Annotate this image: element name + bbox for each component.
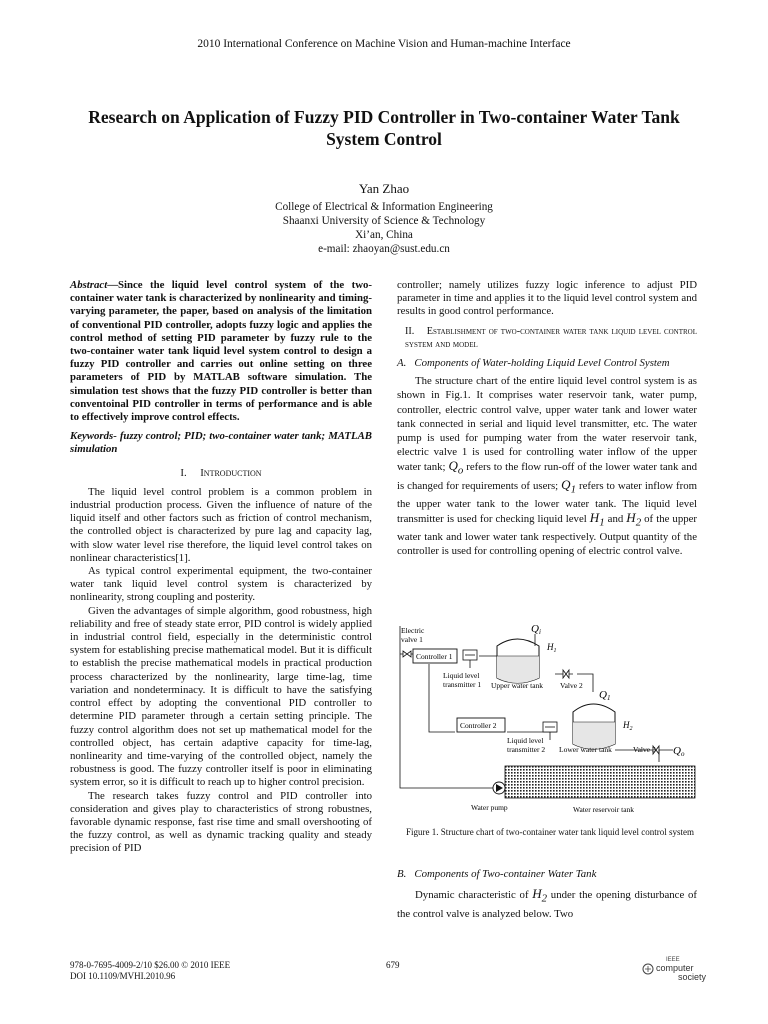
continuation-paragraph: controller; namely utilizes fuzzy logic inference to adjust PID parameter in time and applies it to the liquid level control system and results in good control performance. <box>397 279 697 318</box>
abstract <box>70 279 372 424</box>
symbol-qo-sub: o <box>457 465 464 478</box>
label-valve-2: Valve 2 <box>560 681 583 690</box>
affiliation-city: Xi’an, China <box>355 229 413 241</box>
section-1-heading <box>70 467 372 480</box>
label-qi-letter: Q <box>531 623 539 635</box>
level-transmitter-1 <box>463 650 477 668</box>
intro-paragraph-1: The liquid level control problem is a common problem in industrial production process. Given the influence of nature of the liquid itself and other factors such as friction of control mechanism, the controlled object is characterized by pure lag and capacity lag, with slow water level rise therefore, the liquid level control takes on nonlinear characteristics[1]. <box>70 485 372 564</box>
label-lower-tank: Lower water tank <box>559 745 612 754</box>
para-b-part-1: Dynamic characteristic of <box>415 889 529 901</box>
logo-ieee-text: IEEE <box>666 957 680 963</box>
label-qo <box>673 745 685 758</box>
subsection-b-label: B. <box>397 868 407 880</box>
keywords: Keywords- fuzzy control; PID; two-container water tank; MATLAB simulation <box>70 430 372 456</box>
section-2-number: II. <box>405 325 415 337</box>
symbol-q1 <box>561 477 576 496</box>
section-2-title: Establishment of two-container water tank liquid level control system and model <box>405 325 697 350</box>
water-reservoir-tank <box>505 766 695 798</box>
symbol-h2-b-letter: H <box>532 886 542 901</box>
label-electric-valve-line2: valve 1 <box>401 635 423 644</box>
section-1-number: I. <box>180 466 187 479</box>
label-h2-letter: H <box>623 720 630 730</box>
affiliation-email: e-mail: zhaoyan@sust.edu.cn <box>318 243 450 255</box>
label-controller-2: Controller 2 <box>460 721 497 730</box>
symbol-h2-b <box>532 886 548 905</box>
footer-left <box>70 960 230 982</box>
abstract-text: —Since the liquid level control system of the two-container water tank is characterized by nonlinearity and timing-varying parameter, the paper, based on analysis of the limitation of conventional PID controller, adopts fuzzy logic and applies the control method of setting PID parameter by fuzzy rule to the two-container water tank liquid level system control to design a fuzzy PID controller and carries out online setting on three parameters of PID by MATLAB software simulation. The simulation test shows that the fuzzy PID controller is better than conventoinal PID controller in terms of performance and is able to effectively improve control effects. <box>70 279 372 424</box>
symbol-h1-letter: H <box>589 510 600 526</box>
valve-2 <box>563 670 569 678</box>
label-controller-1: Controller 1 <box>416 652 453 661</box>
label-qi-sub: i <box>538 628 541 636</box>
para-b-part-2: under the opening disturbance of the control valve is analyzed below. Two <box>397 889 697 920</box>
label-electric-valve-line1: Electric <box>401 626 425 635</box>
right-column <box>397 279 697 558</box>
ieee-computer-society-logo <box>640 954 720 984</box>
subsection-b-title: Components of Two-container Water Tank <box>414 868 597 880</box>
label-reservoir: Water reservoir tank <box>573 805 635 814</box>
label-upper-tank: Upper water tank <box>491 681 544 690</box>
page-number: 679 <box>386 960 400 970</box>
subsection-a-label: A. <box>397 357 407 370</box>
symbol-qo <box>448 458 464 478</box>
symbol-h2-letter: H <box>626 510 636 526</box>
word-and: and <box>607 513 624 526</box>
footer-isbn: 978-0-7695-4009-2/10 $26.00 © 2010 IEEE <box>70 960 231 970</box>
affiliation-university: Shaanxi University of Science & Technology <box>282 215 486 227</box>
subsection-a-title: Components of Water-holding Liquid Level Control System <box>414 357 670 370</box>
section-1-title: Introduction <box>200 466 262 479</box>
left-column <box>70 279 372 856</box>
label-h2 <box>622 720 633 732</box>
subsection-b-paragraph <box>397 886 697 922</box>
paper-title: Research on Application of Fuzzy PID Controller in Two-container Water Tank System Control <box>88 107 680 149</box>
logo-society-text: society <box>678 972 707 982</box>
figure-1-caption: Figure 1. Structure chart of two-container water tank liquid level control system <box>406 827 694 837</box>
level-transmitter-2 <box>543 722 557 740</box>
figure-1-diagram <box>397 622 699 818</box>
label-qo-letter: Q <box>673 745 681 757</box>
abstract-label: Abstract <box>70 279 108 291</box>
label-lt1-line2: transmitter 1 <box>443 680 482 689</box>
upper-water-tank <box>497 639 539 683</box>
intro-paragraph-4: The research takes fuzzy control and PID controller into consideration and gives play to characteristics of strong robustnes, favorable dynamic response, fast rise time and small overshooting of the fuzzy control, as well as dynamic tracking quality and steady precision of PID <box>70 789 372 855</box>
label-lt1-line1: Liquid level <box>443 671 480 680</box>
label-h1-letter: H <box>547 642 554 652</box>
symbol-h2-b-sub: 2 <box>541 892 548 905</box>
symbol-h1-sub: 1 <box>599 516 605 529</box>
para-a-part-1: The structure chart of the entire liquid level control system is as shown in Fig.1. It comprises water reservoir tank, water pump, controller, electric control valve, upper water tank and lower water tank connected in serial and liquid level transmitter, etc. The water pump is used for pumping water from the water reservoir tank, electric valve 1 is used for controlling water inflow of the upper water tank; <box>397 375 697 474</box>
affiliation-block <box>0 200 768 256</box>
affiliation-college: College of Electrical & Information Engineering <box>275 201 493 213</box>
label-h1-sub: 1 <box>553 648 557 654</box>
label-h1 <box>546 642 557 654</box>
label-qi <box>531 623 541 636</box>
label-q1-sub: 1 <box>606 694 611 702</box>
subsection-b-heading <box>397 868 596 880</box>
symbol-h1 <box>589 510 605 529</box>
subsection-a-heading <box>397 357 697 370</box>
para-a-part-4: of the upper water tank and lower water tank respectively. Output quantity of the controller is used for controlling opening of electric control valve. <box>397 513 698 558</box>
symbol-h2 <box>626 510 642 529</box>
subsection-a-paragraph <box>397 374 697 558</box>
symbol-q1-letter: Q <box>561 477 571 493</box>
label-valve-3: Valve 3 <box>633 745 656 754</box>
symbol-q1-sub: 1 <box>570 483 576 496</box>
lower-water-tank <box>573 704 615 749</box>
label-q1-letter: Q <box>599 689 607 701</box>
para-a-part-2: refers to the flow run-off of the lower water tank and is changed for requirements of users; <box>397 461 697 493</box>
label-lt2-line2: transmitter 2 <box>507 745 546 754</box>
footer-doi: DOI 10.1109/MVHI.2010.96 <box>70 971 176 981</box>
logo-computer-text: computer <box>656 963 694 973</box>
symbol-h2-sub: 2 <box>635 516 642 529</box>
label-pump: Water pump <box>471 803 508 812</box>
label-qo-sub: o <box>680 750 685 758</box>
label-lt2-line1: Liquid level <box>507 736 544 745</box>
label-q1 <box>599 689 610 702</box>
symbol-qo-letter: Q <box>448 458 458 474</box>
water-pump <box>493 782 505 794</box>
intro-paragraph-2: As typical control experimental equipment, the two-container water tank liquid level control system is characterized by nonlinearity, strong coupling and posterity. <box>70 565 372 604</box>
label-h2-sub: 2 <box>629 726 633 732</box>
author-name: Yan Zhao <box>358 181 410 196</box>
conference-header: 2010 International Conference on Machine Vision and Human-machine Interface <box>197 38 571 50</box>
section-2-heading <box>397 325 697 351</box>
intro-paragraph-3: Given the advantages of simple algorithm, good robustness, high reliability and free of steady state error, PID control is widely applied in industrial control field, especially in the deterministic control system for establishing precise mathematical model. But it is difficult to establish the precise mathematical models in practical production process characterized by the nonlinearity, large time-lag, time variation and nondeterminacy. It is difficult to have the satisfying control effect by adopting the conventional PID controller to determine PID parameter through a certain setting principle. The fuzzy control algorithm does not set up mathematical model for the controlled object, has certain adaptive capacity for time-lag, nonlinearity and time-varying of the controlled object, namely the robustness is good. The fuzzy controller itself is poor in eliminating system error, so it is difficult to reach up to higher control precision. <box>70 604 372 789</box>
para-a-part-3: refers to water inflow from the upper water tank to the lower water tank. The liquid level transmitter is used for checking liquid level <box>397 480 697 526</box>
